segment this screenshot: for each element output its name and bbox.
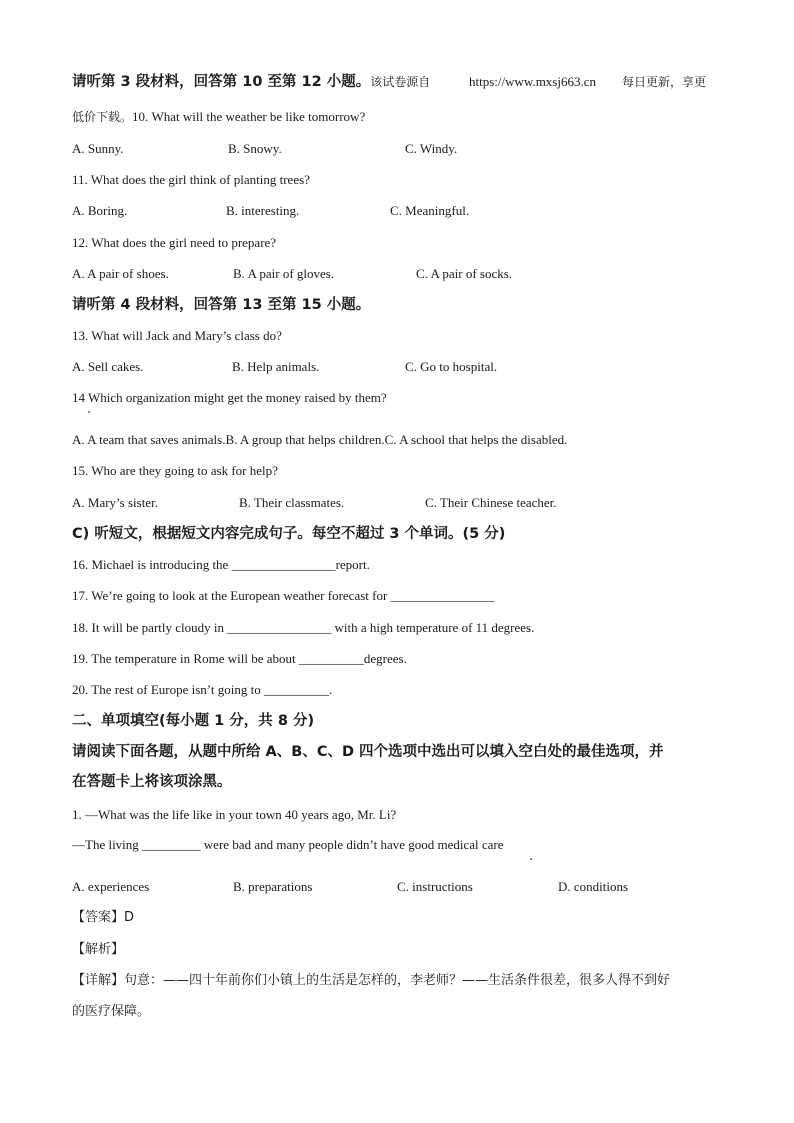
q13-option-a: A. Sell cakes. — [72, 359, 144, 374]
q15-option-c: C. Their Chinese teacher. — [425, 495, 557, 510]
question-10: 10. What will the weather be like tomorrow? — [132, 109, 366, 124]
question-15: 15. Who are they going to ask for help? — [72, 463, 278, 478]
question-16: 16. Michael is introducing the ________________report. — [72, 557, 370, 572]
analysis-label: 【解析】 — [72, 942, 125, 957]
q10-option-b: B. Snowy. — [228, 141, 282, 156]
q11-option-c: C. Meaningful. — [390, 203, 470, 218]
part-2-instruction-1: 请阅读下面各题，从题中所给 A、B、C、D 四个选项中选出可以填入空白处的最佳选项，并 — [72, 744, 664, 760]
q11-option-b: B. interesting. — [226, 203, 300, 218]
answer-label: 【答案】D — [72, 910, 135, 925]
q10-option-c: C. Windy. — [405, 141, 458, 156]
mc1-option-a: A. experiences — [72, 879, 150, 894]
question-17: 17. We’re going to look at the European weather forecast for ________________ — [72, 588, 495, 603]
mc1-option-c: C. instructions — [397, 879, 473, 894]
mc1-option-b: B. preparations — [233, 879, 313, 894]
section-4-heading: 请听第 4 段材料，回答第 13 至第 15 小题。 — [72, 297, 371, 313]
q11-option-a: A. Boring. — [72, 203, 128, 218]
detail-line-2: 的医疗保障。 — [72, 1004, 151, 1019]
section-3-line-2 — [72, 107, 365, 127]
question-13: 13. What will Jack and Mary’s class do? — [72, 328, 282, 343]
question-19: 19. The temperature in Rome will be about __________degrees. — [72, 651, 407, 666]
q12-option-a: A. A pair of shoes. — [72, 266, 169, 281]
section-3-heading: 请听第 3 段材料，回答第 10 至第 12 小题。 — [72, 74, 371, 90]
stray-dot — [88, 411, 90, 413]
q13-option-c: C. Go to hospital. — [405, 359, 498, 374]
mc-question-1: 1. —What was the life like in your town 40 years ago, Mr. Li? — [72, 807, 397, 822]
q13-option-b: B. Help animals. — [232, 359, 320, 374]
daily-update-note: 每日更新，享更 — [622, 75, 707, 89]
low-price-note: 低价下载。 — [72, 110, 133, 124]
detail-line-1: 【详解】句意：——四十年前你们小镇上的生活是怎样的，李老师？——生活条件很差，很多人得不到好 — [72, 973, 671, 988]
q12-option-b: B. A pair of gloves. — [233, 266, 335, 281]
part-2-heading: 二、单项填空(每小题 1 分，共 8 分) — [72, 713, 315, 729]
source-note: 该试卷源自 — [370, 75, 431, 89]
question-20: 20. The rest of Europe isn’t going to __________. — [72, 682, 333, 697]
stray-dot — [530, 858, 532, 860]
question-18: 18. It will be partly cloudy in ________________ with a high temperature of 11 degrees. — [72, 620, 535, 635]
q15-option-a: A. Mary’s sister. — [72, 495, 158, 510]
part-c-heading: C) 听短文，根据短文内容完成句子。每空不超过 3 个单词。(5 分) — [72, 526, 506, 542]
section-3-heading-line — [72, 72, 430, 92]
mc1-option-d: D. conditions — [558, 879, 629, 894]
question-11: 11. What does the girl think of planting trees? — [72, 172, 310, 187]
source-url-text[interactable]: https://www.mxsj663.cn — [469, 74, 596, 89]
q10-option-a: A. Sunny. — [72, 141, 124, 156]
source-url[interactable] — [469, 72, 596, 92]
question-14: 14 Which organization might get the money raised by them? — [72, 390, 387, 405]
mc-question-1-answer-line: —The living _________ were bad and many people didn’t have good medical care — [72, 837, 504, 852]
q12-option-c: C. A pair of socks. — [416, 266, 513, 281]
question-12: 12. What does the girl need to prepare? — [72, 235, 277, 250]
part-2-instruction-2: 在答题卡上将该项涂黑。 — [72, 774, 232, 790]
q14-options: A. A team that saves animals.B. A group that helps children.C. A school that helps the disabled. — [72, 432, 568, 447]
q15-option-b: B. Their classmates. — [239, 495, 345, 510]
